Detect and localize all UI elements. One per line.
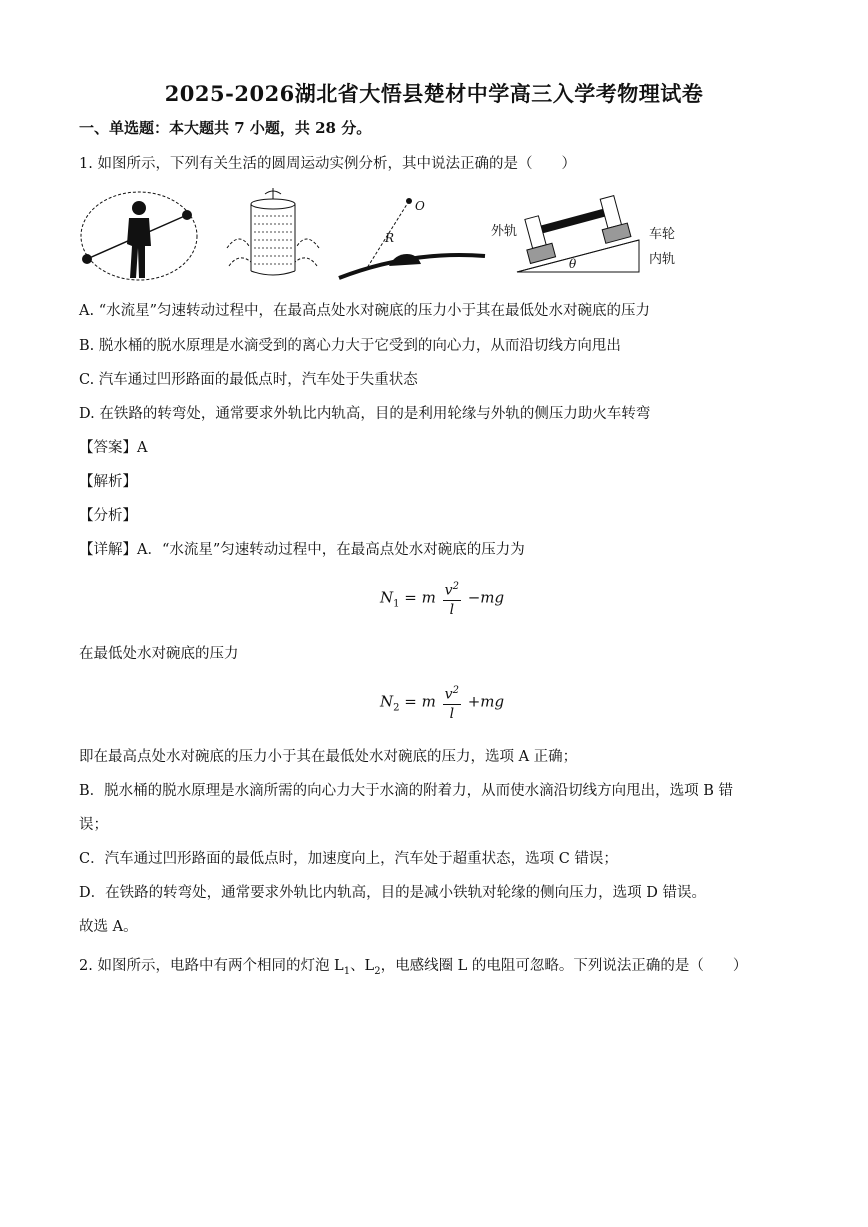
- concave-road-figure: [337, 186, 487, 286]
- formula-n2: $N_2 = m$ $\frac{v^2}{l}$ +mg: [380, 682, 504, 723]
- option-a: A. “水流星”匀速转动过程中，在最高点处水对碗底的压力小于其在最低处水对碗底的压力: [79, 303, 651, 319]
- label-o: O: [415, 199, 425, 213]
- detail-c: C．汽车通过凹形路面的最低点时，加速度向上，汽车处于超重状态，选项 C 错误；: [79, 851, 618, 867]
- page-title: 2025-2026湖北省大悟县楚材中学高三入学考物理试卷: [164, 81, 704, 106]
- label-inner-rail: 内轨: [649, 252, 676, 267]
- fenxi-heading: 【分析】: [79, 508, 137, 524]
- detail-d: D．在铁路的转弯处，通常要求外轨比内轨高，目的是减小铁轨对轮缘的侧向压力，选项 D 错误。: [79, 885, 706, 901]
- spin-dryer-figure: [219, 186, 329, 286]
- label-r: R: [385, 231, 395, 245]
- railway-track-figure: [489, 186, 689, 286]
- question-1-figures: [79, 186, 799, 286]
- section-heading: 一、单选题：本大题共 7 小题，共 28 分。: [79, 119, 372, 137]
- question-2-stem: 2. 如图所示，电路中有两个相同的灯泡 $L_1$、$L_2$，电感线圈 L 的电阻可忽略。下列说法正确的是（ ）: [79, 958, 748, 977]
- jiexi-heading: 【解析】: [79, 474, 137, 490]
- label-theta: θ: [569, 257, 577, 271]
- detail-b-line2: 误；: [79, 817, 108, 833]
- conclusion-a: 即在最高点处水对碗底的压力小于其在最低处水对碗底的压力，选项 A 正确；: [79, 749, 578, 765]
- option-d: D. 在铁路的转弯处，通常要求外轨比内轨高，目的是利用轮缘与外轨的侧压力助火车转弯: [79, 406, 651, 422]
- option-b: B. 脱水桶的脱水原理是水滴受到的离心力大于它受到的向心力，从而沿切线方向甩出: [79, 338, 621, 354]
- detail-a: 【详解】A．“水流星”匀速转动过程中，在最高点处水对碗底的压力为: [79, 542, 525, 558]
- option-c: C. 汽车通过凹形路面的最低点时，汽车处于失重状态: [79, 372, 418, 388]
- question-1-stem: 1. 如图所示，下列有关生活的圆周运动实例分析，其中说法正确的是（ ）: [79, 156, 576, 172]
- answer: 【答案】A: [79, 440, 148, 456]
- label-outer-rail: 外轨: [491, 224, 518, 239]
- detail-b-line1: B．脱水桶的脱水原理是水滴所需的向心力大于水滴的附着力，从而使水滴沿切线方向甩出，选项 B 错: [79, 783, 734, 799]
- formula-n1: $N_1 = m$ $\frac{v^2}{l}$ −mg: [380, 578, 504, 619]
- water-meteor-figure: [79, 186, 204, 286]
- low-point-text: 在最低处水对碗底的压力: [79, 646, 239, 662]
- choose-answer: 故选 A。: [79, 919, 138, 935]
- label-wheel: 车轮: [649, 227, 676, 242]
